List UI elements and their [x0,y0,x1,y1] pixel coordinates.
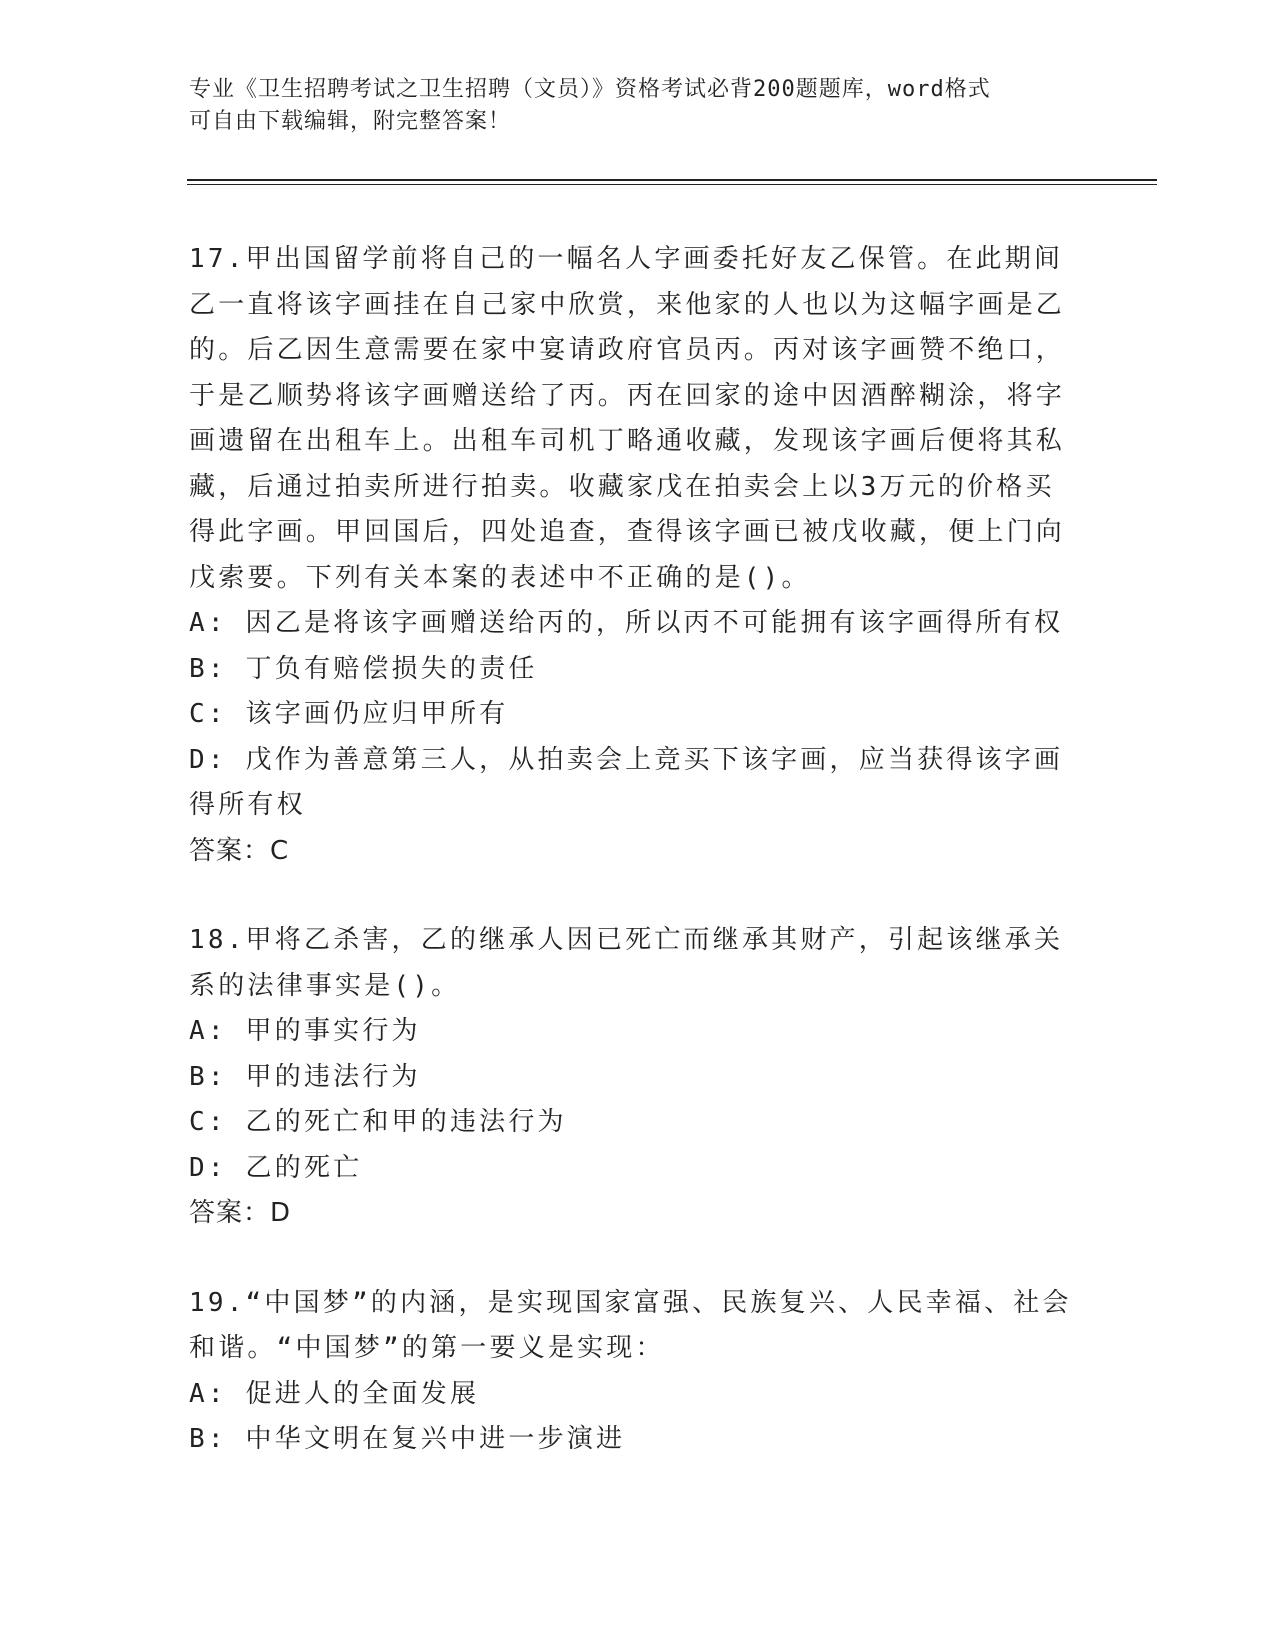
document-header [189,74,1069,138]
question-stem: 19.“中国梦”的内涵，是实现国家富强、民族复兴、人民幸福、社会和谐。“中国梦”的第一要义是实现： [189,1287,1072,1363]
question-19 [189,1281,1079,1463]
question-17 [189,237,1079,874]
option-c: C: 该字画仍应归甲所有 [189,699,509,729]
header-divider-thin [187,184,1157,185]
header-divider-thick [187,179,1157,181]
option-d: D: 乙的死亡 [189,1152,363,1183]
option-a: A: 促进人的全面发展 [189,1378,480,1409]
answer-label: 答案：C [189,835,290,866]
option-b: B: 甲的违法行为 [189,1061,421,1092]
question-stem: 17.甲出国留学前将自己的一幅名人字画委托好友乙保管。在此期间乙一直将该字画挂在自己家中欣赏，来他家的人也以为这幅字画是乙的。后乙因生意需要在家中宴请政府官员丙。丙对该字画赞不绝口，于是乙顺势将该字画赠送给了丙。丙在回家的途中因酒醉糊涂，将字画遗留在出租车上。出租车司机丁略通收藏，发现该字画后便将其私藏，后通过拍卖所进行拍卖。收藏家戊在拍卖会上以3万元的价格买得此字画。甲回国后，四处追查，查得该字画已被戊收藏，便上门向戊索要。下列有关本案的表述中不正确的是()。 [189,244,1066,593]
option-a: A: 甲的事实行为 [189,1016,421,1046]
option-c: C: 乙的死亡和甲的违法行为 [189,1107,567,1137]
option-a: A: 因乙是将该字画赠送给丙的，所以丙不可能拥有该字画得所有权 [189,608,1064,638]
option-b: B: 丁负有赔偿损失的责任 [189,653,538,684]
header-line-2: 可自由下载编辑，附完整答案！ [189,109,512,134]
question-stem: 18.甲将乙杀害，乙的继承人因已死亡而继承其财产，引起该继承关系的法律事实是()。 [189,925,1064,1001]
option-d: D: 戊作为善意第三人，从拍卖会上竞买下该字画，应当获得该字画得所有权 [189,744,1064,820]
header-line-1: 专业《卫生招聘考试之卫生招聘（文员）》资格考试必背200题题库，word格式 [189,77,991,102]
option-b: B: 中华文明在复兴中进一步演进 [189,1424,626,1454]
question-list [189,237,1079,1507]
answer-label: 答案：D [189,1198,292,1228]
question-18 [189,918,1079,1237]
